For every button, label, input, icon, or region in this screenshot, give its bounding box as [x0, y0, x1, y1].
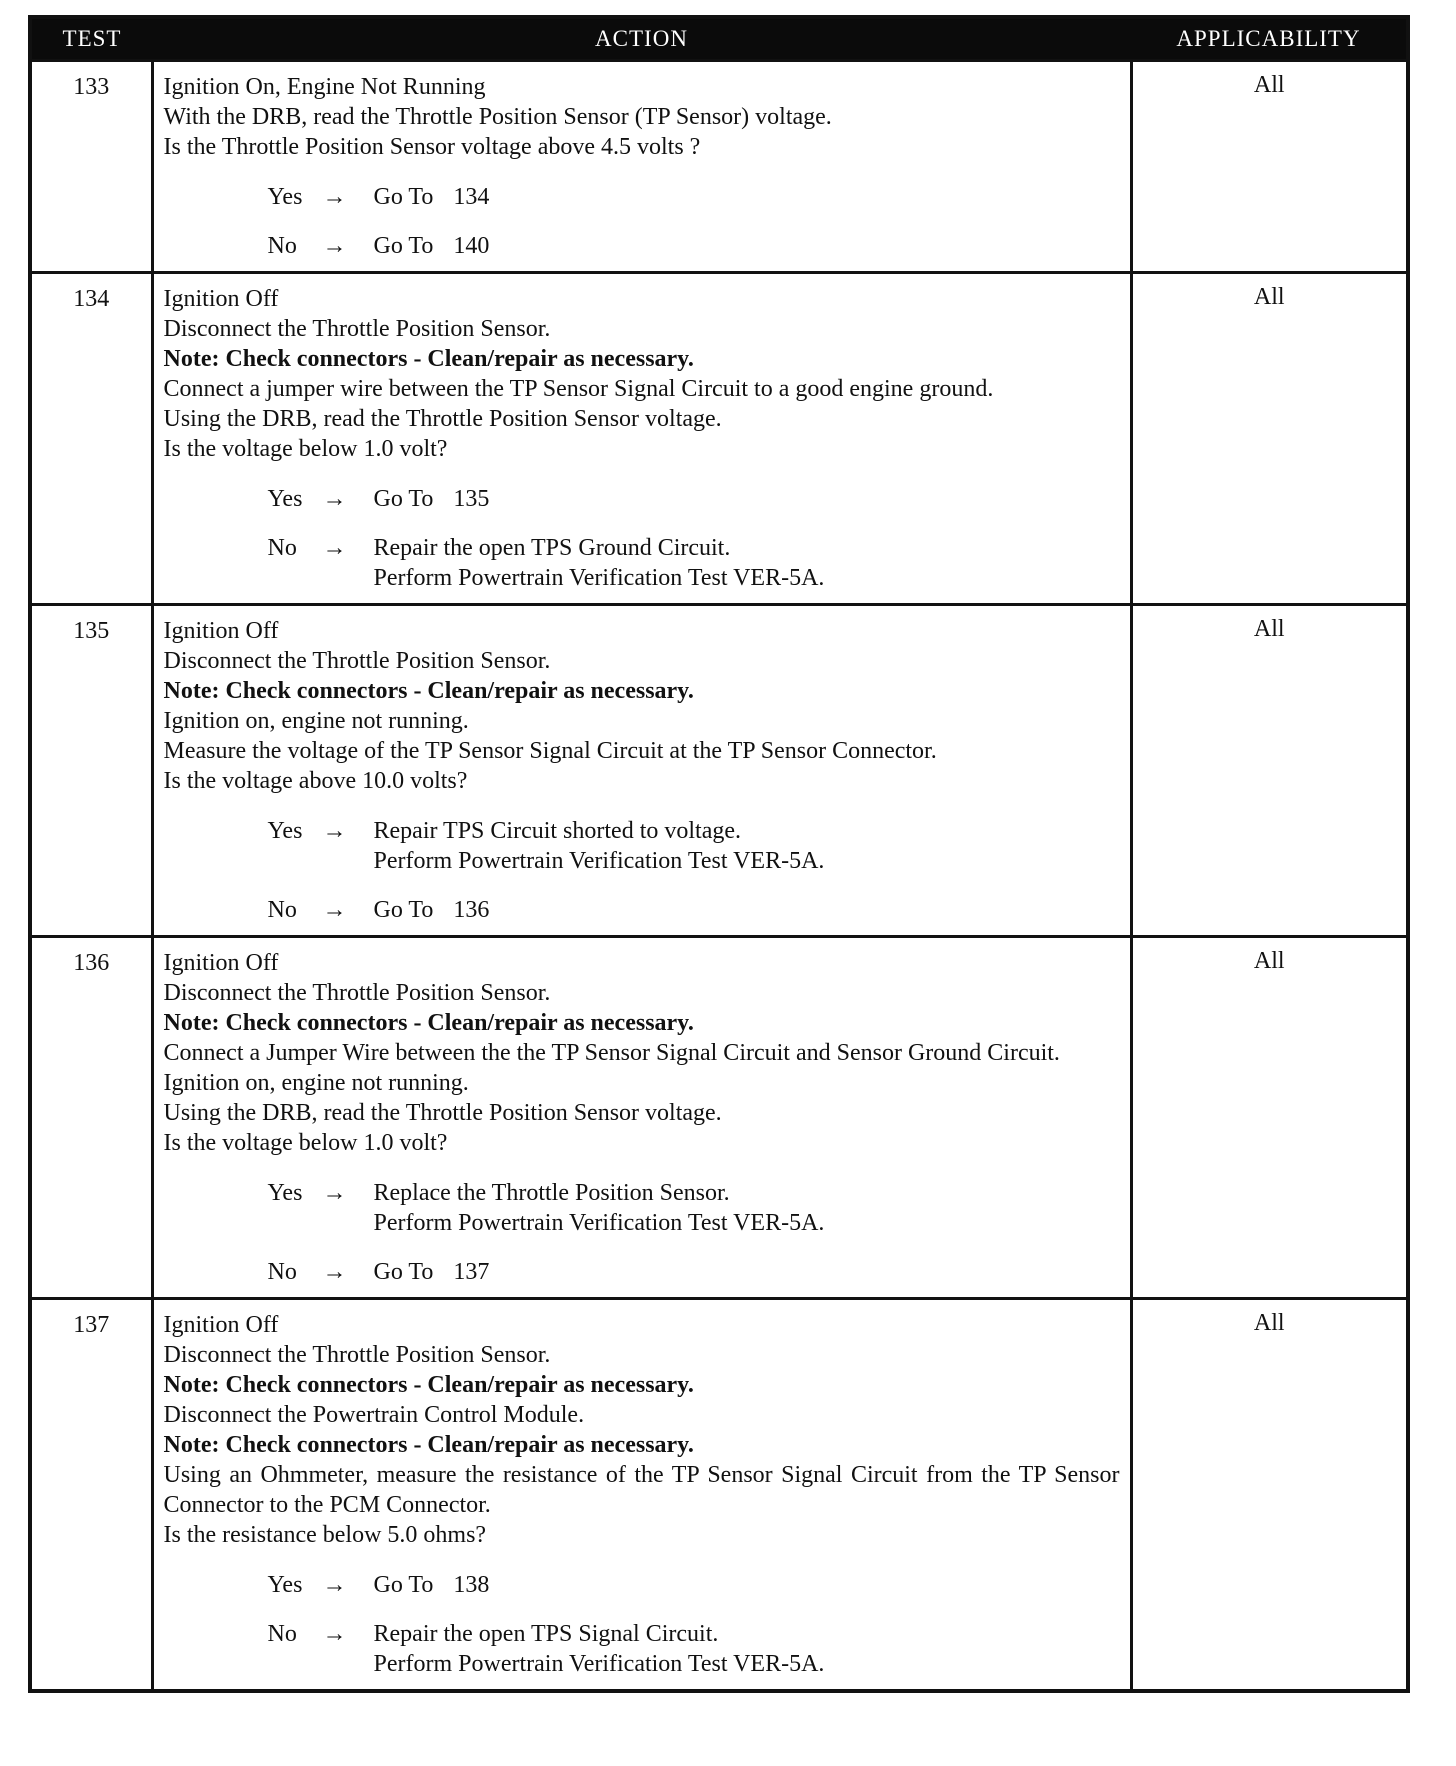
step-line: Ignition Off: [163, 618, 279, 644]
step-line: Using the DRB, read the Throttle Position Sensor voltage.: [163, 406, 722, 432]
table-row: [30, 937, 1408, 1299]
column-header-action: ACTION: [152, 17, 1131, 61]
outcome-no: [164, 1619, 1120, 1679]
goto-target: 140: [453, 233, 490, 259]
outcome-answer: Yes: [267, 486, 303, 512]
outcome-no: [164, 895, 1120, 925]
arrow-icon: →: [322, 818, 347, 844]
outcome-action: [374, 1257, 1120, 1287]
goto-target: 135: [453, 486, 490, 512]
table-row: [30, 273, 1408, 605]
outcome-instruction: Perform Powertrain Verification Test VER-5A.: [373, 565, 825, 591]
table-row: [30, 1299, 1408, 1692]
goto-line: [374, 1257, 1120, 1287]
column-header-applicability: APPLICABILITY: [1131, 17, 1408, 61]
step-line: Ignition on, engine not running.: [163, 1070, 469, 1096]
outcome-action: [374, 484, 1120, 514]
outcome-instruction: Perform Powertrain Verification Test VER-5A.: [373, 848, 825, 874]
goto-line: [374, 1570, 1120, 1600]
outcome-instruction: Replace the Throttle Position Sensor.: [373, 1180, 730, 1206]
goto-label: Go To: [373, 1259, 434, 1285]
goto-label: Go To: [373, 184, 434, 210]
table-row: [30, 61, 1408, 273]
outcome-no: [164, 533, 1120, 593]
action-cell: [152, 605, 1131, 937]
step-line: Connect a Jumper Wire between the the TP Sensor Signal Circuit and Sensor Ground Circuit.: [163, 1040, 1060, 1066]
arrow-icon: →: [322, 897, 347, 923]
goto-label: Go To: [373, 1572, 434, 1598]
outcome-answer: No: [267, 897, 297, 923]
note-line: Note: Check connectors - Clean/repair as necessary.: [163, 1010, 694, 1036]
note-line: Note: Check connectors - Clean/repair as necessary.: [163, 678, 694, 704]
outcome-answer: No: [267, 1259, 297, 1285]
goto-target: 136: [453, 897, 490, 923]
column-header-test: TEST: [30, 17, 152, 61]
outcome-answer: No: [267, 233, 297, 259]
outcome-action: [374, 231, 1120, 261]
outcome-list: [164, 484, 1120, 593]
goto-target: 137: [453, 1259, 490, 1285]
outcome-answer: No: [267, 1621, 297, 1647]
step-line: Is the voltage below 1.0 volt?: [163, 1130, 448, 1156]
table-body: [30, 61, 1408, 1692]
outcome-answer: Yes: [267, 818, 303, 844]
outcome-list: [164, 816, 1120, 925]
outcome-list: [164, 182, 1120, 261]
applicability-value: All: [1131, 937, 1408, 1299]
arrow-icon: →: [322, 233, 347, 259]
outcome-answer: Yes: [267, 1572, 303, 1598]
note-line: Note: Check connectors - Clean/repair as necessary.: [163, 1372, 694, 1398]
goto-label: Go To: [373, 233, 434, 259]
applicability-value: All: [1131, 1299, 1408, 1692]
outcome-action: [374, 182, 1120, 212]
outcome-yes: [164, 182, 1120, 212]
applicability-value: All: [1131, 61, 1408, 273]
outcome-instruction: Perform Powertrain Verification Test VER-5A.: [373, 1210, 825, 1236]
step-line: Is the resistance below 5.0 ohms?: [163, 1522, 487, 1548]
arrow-icon: →: [322, 1621, 347, 1647]
test-number: 134: [30, 273, 152, 605]
goto-line: [374, 182, 1120, 212]
outcome-instruction: Repair the open TPS Signal Circuit.: [373, 1621, 719, 1647]
outcome-instruction: Repair the open TPS Ground Circuit.: [373, 535, 731, 561]
goto-line: [374, 231, 1120, 261]
step-line: Ignition Off: [163, 286, 279, 312]
outcome-action: [374, 1570, 1120, 1600]
applicability-value: All: [1131, 605, 1408, 937]
goto-label: Go To: [373, 486, 434, 512]
outcome-action: [374, 816, 1120, 876]
table-row: [30, 605, 1408, 937]
goto-target: 134: [453, 184, 490, 210]
action-cell: [152, 1299, 1131, 1692]
outcome-answer: No: [267, 535, 297, 561]
goto-label: Go To: [373, 897, 434, 923]
action-cell: [152, 937, 1131, 1299]
step-line: Ignition on, engine not running.: [163, 708, 469, 734]
applicability-value: All: [1131, 273, 1408, 605]
arrow-icon: →: [322, 1180, 347, 1206]
test-number: 137: [30, 1299, 152, 1692]
outcome-action: [374, 1619, 1120, 1679]
diagnostic-test-table: [28, 15, 1410, 1693]
outcome-answer: Yes: [267, 1180, 303, 1206]
outcome-yes: [164, 816, 1120, 876]
step-line: With the DRB, read the Throttle Position Sensor (TP Sensor) voltage.: [163, 104, 832, 130]
outcome-instruction: Perform Powertrain Verification Test VER-5A.: [373, 1651, 825, 1677]
header-row: [30, 17, 1408, 61]
step-line: Using an Ohmmeter, measure the resistance of the TP Sensor Signal Circuit from the TP Sensor Connector to the PCM Connector.: [163, 1462, 1120, 1518]
arrow-icon: →: [322, 184, 347, 210]
step-line: Connect a jumper wire between the TP Sensor Signal Circuit to a good engine ground.: [163, 376, 994, 402]
test-number: 136: [30, 937, 152, 1299]
step-line: Is the voltage below 1.0 volt?: [163, 436, 448, 462]
step-line: Using the DRB, read the Throttle Position Sensor voltage.: [163, 1100, 722, 1126]
step-line: Disconnect the Throttle Position Sensor.: [163, 316, 551, 342]
outcome-no: [164, 231, 1120, 261]
outcome-yes: [164, 484, 1120, 514]
step-line: Ignition Off: [163, 950, 279, 976]
test-number: 135: [30, 605, 152, 937]
outcome-action: [374, 895, 1120, 925]
test-number: 133: [30, 61, 152, 273]
action-cell: [152, 61, 1131, 273]
step-line: Ignition On, Engine Not Running: [163, 74, 486, 100]
step-line: Is the Throttle Position Sensor voltage above 4.5 volts ?: [163, 134, 701, 160]
step-line: Disconnect the Powertrain Control Module.: [163, 1402, 585, 1428]
arrow-icon: →: [322, 486, 347, 512]
goto-target: 138: [453, 1572, 490, 1598]
note-line: Note: Check connectors - Clean/repair as necessary.: [163, 346, 694, 372]
step-line: Disconnect the Throttle Position Sensor.: [163, 1342, 551, 1368]
outcome-no: [164, 1257, 1120, 1287]
table-header: [30, 17, 1408, 61]
outcome-action: [374, 533, 1120, 593]
step-line: Ignition Off: [163, 1312, 279, 1338]
outcome-answer: Yes: [267, 184, 303, 210]
step-line: Is the voltage above 10.0 volts?: [163, 768, 468, 794]
note-line: Note: Check connectors - Clean/repair as necessary.: [163, 1432, 694, 1458]
outcome-list: [164, 1570, 1120, 1679]
step-line: Disconnect the Throttle Position Sensor.: [163, 648, 551, 674]
step-line: Measure the voltage of the TP Sensor Signal Circuit at the TP Sensor Connector.: [163, 738, 937, 764]
action-cell: [152, 273, 1131, 605]
goto-line: [374, 895, 1120, 925]
arrow-icon: →: [322, 1259, 347, 1285]
goto-line: [374, 484, 1120, 514]
arrow-icon: →: [322, 535, 347, 561]
outcome-instruction: Repair TPS Circuit shorted to voltage.: [373, 818, 742, 844]
arrow-icon: →: [322, 1572, 347, 1598]
outcome-yes: [164, 1178, 1120, 1238]
diagnostic-test-page: [28, 15, 1406, 1693]
step-line: Disconnect the Throttle Position Sensor.: [163, 980, 551, 1006]
outcome-yes: [164, 1570, 1120, 1600]
outcome-list: [164, 1178, 1120, 1287]
outcome-action: [374, 1178, 1120, 1238]
